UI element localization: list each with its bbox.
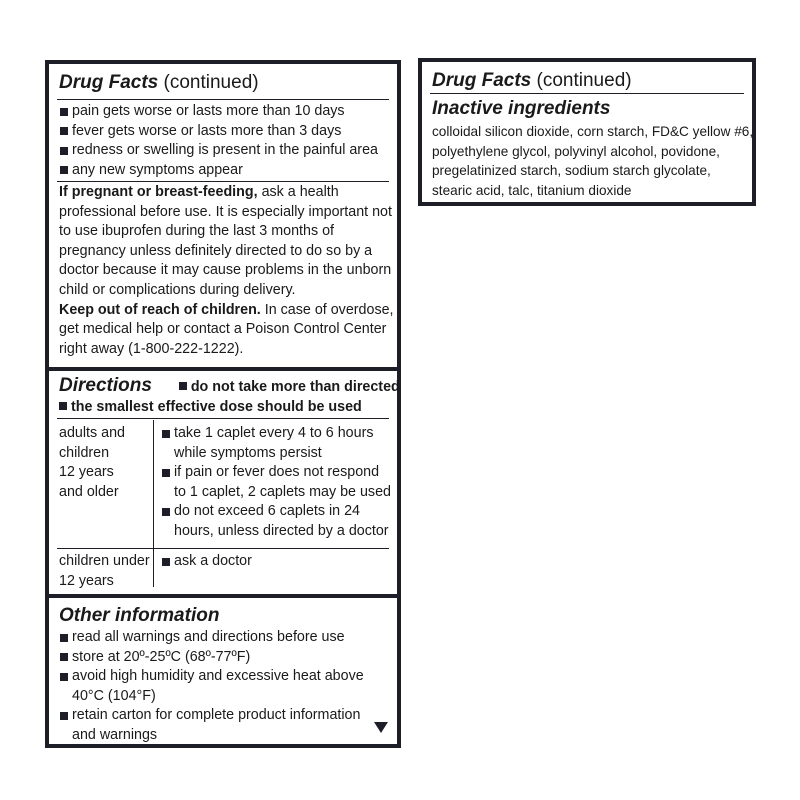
age-group-line: adults and — [59, 425, 125, 441]
text-line: 40°C (104°F) — [72, 687, 156, 704]
list-item: read all warnings and directions before use — [59, 628, 394, 648]
list-item — [161, 502, 397, 541]
panel-title: Drug Facts — [59, 72, 159, 93]
list-item — [59, 667, 394, 706]
list-item: any new symptoms appear — [59, 161, 394, 181]
bullet-icon — [179, 382, 187, 390]
list-item: pain gets worse or lasts more than 10 days — [59, 102, 394, 122]
text-line: stearic acid, talc, titanium dioxide — [432, 182, 632, 198]
age-group-line: children — [59, 444, 110, 461]
age-group-line: children under — [59, 553, 150, 569]
inactive-ingredients-title: Inactive ingredients — [432, 98, 611, 119]
text-line: right away (1-800-222-1222). — [59, 340, 244, 357]
text-line: colloidal silicon dioxide, corn starch, FD&C yellow #6, — [432, 124, 754, 139]
list-item: ask a doctor — [161, 552, 397, 572]
drug-facts-panel-left — [45, 60, 401, 748]
text-line: doctor because it may cause problems in the unborn — [59, 262, 392, 279]
list-item: store at 20º-25ºC (68º-77ºF) — [59, 648, 394, 668]
text-line: while symptoms persist — [174, 444, 322, 461]
stop-use-list — [59, 102, 394, 180]
panel-header — [49, 64, 397, 101]
text-line: child or complications during delivery. — [59, 281, 296, 298]
age-group-line: 12 years — [59, 464, 114, 481]
panel-subtitle: (continued) — [163, 72, 259, 93]
drug-facts-panel-right — [418, 58, 756, 206]
inactive-ingredients-list — [432, 122, 754, 200]
text-line: if pain or fever does not respond — [174, 464, 380, 481]
text-line: ask a health — [261, 184, 339, 200]
list-item: fever gets worse or lasts more than 3 days — [59, 122, 394, 142]
text-line: retain carton for complete product information — [72, 707, 361, 724]
text-line: In case of overdose, — [264, 301, 394, 318]
down-triangle-icon — [374, 722, 388, 733]
directions-title: Directions — [59, 375, 152, 396]
list-item — [59, 706, 394, 745]
text-line: hours, unless directed by a doctor — [174, 522, 389, 539]
directions-note: do not take more than directed — [190, 379, 400, 395]
text-line: and warnings — [72, 726, 158, 743]
text-line: avoid high humidity and excessive heat above — [72, 668, 364, 685]
bullet-icon — [59, 402, 67, 410]
pregnancy-warning — [59, 183, 394, 359]
text-line: take 1 caplet every 4 to 6 hours — [174, 425, 374, 441]
text-line: do not exceed 6 caplets in 24 — [174, 503, 360, 520]
text-line: polyethylene glycol, polyvinyl alcohol, povidone, — [432, 143, 720, 159]
other-information-title: Other information — [59, 605, 220, 626]
keep-out-lead: Keep out of reach of children. — [59, 301, 261, 318]
directions-note-2: the smallest effective dose should be used — [71, 399, 362, 415]
age-group-line: and older — [59, 483, 119, 500]
panel-title: Drug Facts — [432, 70, 532, 91]
text-line: to use ibuprofen during the last 3 months of — [59, 223, 334, 240]
text-line: pregelatinized starch, sodium starch glycolate, — [432, 163, 711, 179]
age-group-line: 12 years — [59, 572, 114, 589]
text-line: pregnancy unless definitely directed to do so by a — [59, 242, 373, 259]
text-line: to 1 caplet, 2 caplets may be used — [174, 483, 391, 500]
text-line: get medical help or contact a Poison Control Center — [59, 321, 387, 338]
pregnancy-warning-lead: If pregnant or breast-feeding, — [59, 184, 258, 200]
list-item — [161, 424, 397, 463]
list-item — [161, 463, 397, 502]
list-item: redness or swelling is present in the painful area — [59, 141, 394, 161]
panel-subtitle: (continued) — [536, 70, 632, 91]
text-line: professional before use. It is especially important not — [59, 203, 392, 220]
